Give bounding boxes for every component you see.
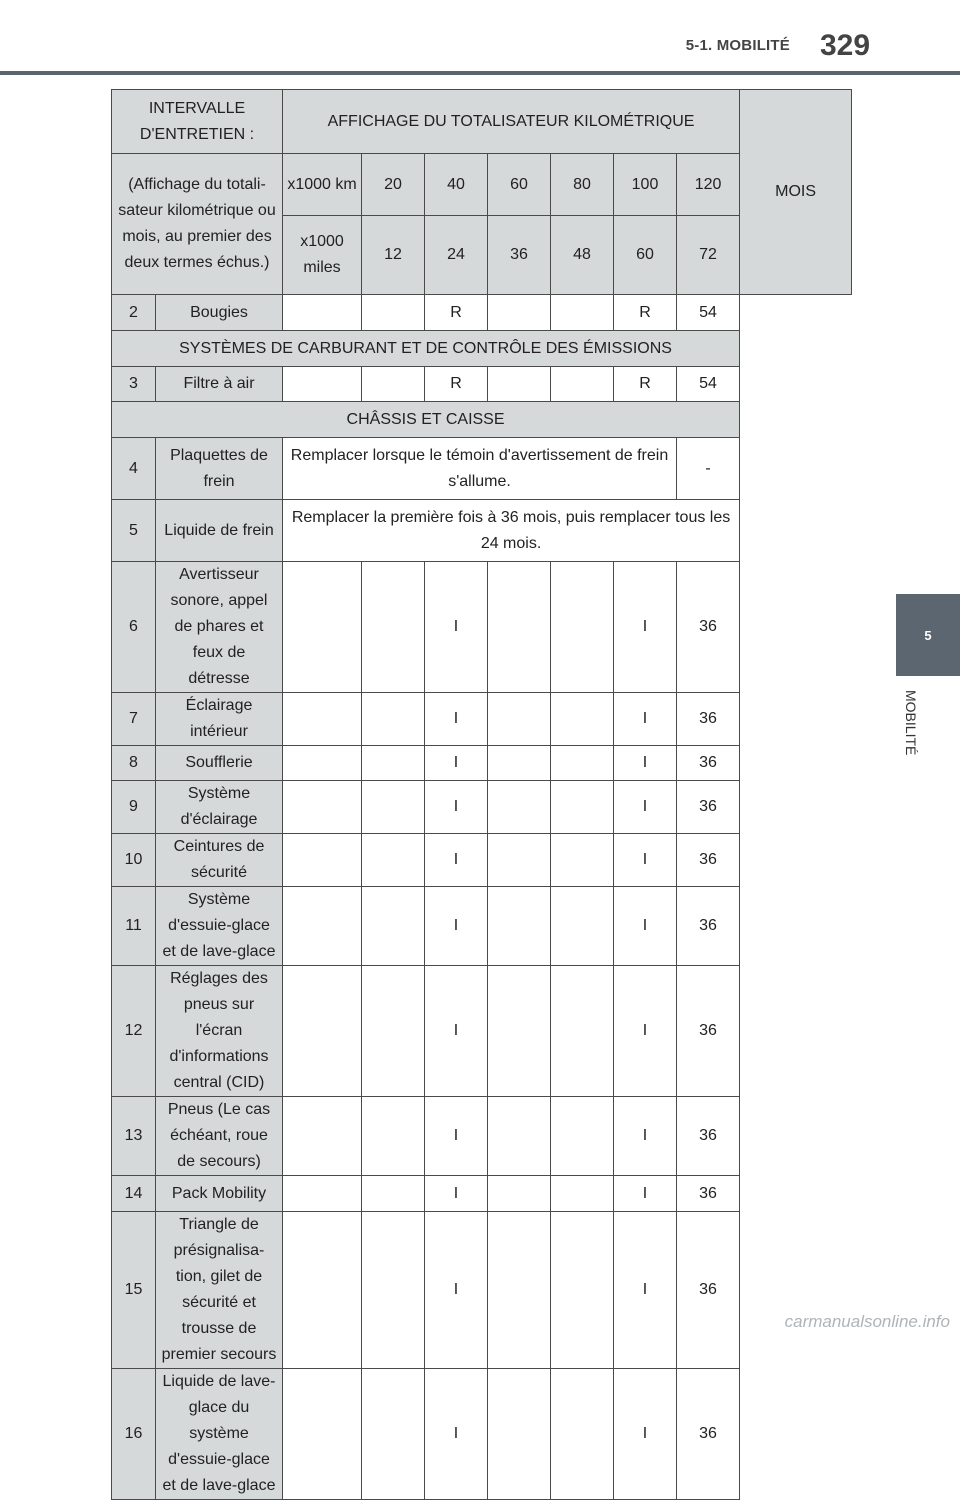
watermark-text: carmanualsonline.info	[784, 1312, 950, 1331]
row-cell: I	[614, 1212, 677, 1369]
row-cell	[551, 1369, 614, 1500]
row-cell	[551, 781, 614, 834]
row-cell	[362, 693, 425, 746]
row-item: Système d'éclairage	[156, 781, 283, 834]
row-item: Triangle de présignalisa-tion, gilet de sécurité et trousse de premier secours	[156, 1212, 283, 1369]
row-cell	[551, 562, 614, 693]
row-months: 36	[677, 1176, 740, 1212]
row-cell	[362, 1212, 425, 1369]
row-cell	[488, 1212, 551, 1369]
months-header: MOIS	[740, 90, 852, 295]
row-cell	[488, 834, 551, 887]
row-cell: I	[614, 887, 677, 966]
row-cell: I	[614, 781, 677, 834]
row-cell	[362, 1369, 425, 1500]
row-cell	[488, 693, 551, 746]
row-number: 12	[112, 966, 156, 1097]
row-cell	[362, 966, 425, 1097]
row-cell: I	[614, 562, 677, 693]
km-value: 80	[551, 154, 614, 216]
row-item: Système d'essuie-glace et de lave-glace	[156, 887, 283, 966]
miles-unit: x1000 miles	[283, 216, 362, 295]
row-cell	[488, 562, 551, 693]
row-number: 8	[112, 746, 156, 781]
row-months: 54	[677, 367, 740, 402]
row-cell: R	[425, 295, 488, 331]
row-months: -	[677, 438, 740, 500]
row-months: 36	[677, 781, 740, 834]
row-cell: I	[425, 781, 488, 834]
row-item: Plaquettes de frein	[156, 438, 283, 500]
row-cell	[283, 367, 362, 402]
row-cell	[283, 693, 362, 746]
row-cell: I	[425, 693, 488, 746]
row-cell	[362, 834, 425, 887]
row-item: Filtre à air	[156, 367, 283, 402]
row-cell: R	[614, 367, 677, 402]
row-cell	[488, 1097, 551, 1176]
row-cell: R	[425, 367, 488, 402]
row-months: 36	[677, 693, 740, 746]
row-number: 15	[112, 1212, 156, 1369]
row-cell	[362, 1097, 425, 1176]
miles-value: 24	[425, 216, 488, 295]
row-number: 10	[112, 834, 156, 887]
row-cell	[488, 746, 551, 781]
row-cell: I	[614, 966, 677, 1097]
row-number: 13	[112, 1097, 156, 1176]
miles-value: 36	[488, 216, 551, 295]
section-row-chassis: CHÂSSIS ET CAISSE	[112, 402, 740, 438]
row-cell	[283, 781, 362, 834]
row-number: 14	[112, 1176, 156, 1212]
row-months: 36	[677, 834, 740, 887]
row-cell: I	[425, 966, 488, 1097]
row-cell: I	[425, 746, 488, 781]
row-cell: I	[425, 1097, 488, 1176]
row-cell	[283, 746, 362, 781]
chapter-label: MOBILITÉ	[903, 690, 919, 756]
section-title: 5-1. MOBILITÉ	[685, 36, 790, 54]
row-cell: I	[425, 887, 488, 966]
km-value: 120	[677, 154, 740, 216]
row-note: Remplacer lorsque le témoin d'avertissement de frein s'allume.	[283, 438, 677, 500]
header-rule	[0, 71, 960, 75]
row-cell	[283, 966, 362, 1097]
row-note: Remplacer la première fois à 36 mois, puis remplacer tous les 24 mois.	[283, 500, 740, 562]
miles-value: 48	[551, 216, 614, 295]
row-cell: I	[425, 562, 488, 693]
row-cell	[551, 966, 614, 1097]
row-cell	[551, 887, 614, 966]
row-cell	[488, 887, 551, 966]
row-cell	[488, 1369, 551, 1500]
row-months: 36	[677, 966, 740, 1097]
row-cell	[283, 1097, 362, 1176]
row-cell	[551, 1097, 614, 1176]
row-cell: I	[614, 746, 677, 781]
section-row-fuel: SYSTÈMES DE CARBURANT ET DE CONTRÔLE DES ÉMISSIONS	[112, 331, 740, 367]
row-cell	[362, 887, 425, 966]
row-number: 16	[112, 1369, 156, 1500]
row-cell: I	[614, 834, 677, 887]
miles-value: 72	[677, 216, 740, 295]
row-number: 2	[112, 295, 156, 331]
km-value: 60	[488, 154, 551, 216]
row-item: Pack Mobility	[156, 1176, 283, 1212]
row-months: 36	[677, 746, 740, 781]
row-cell	[283, 1369, 362, 1500]
row-cell	[488, 966, 551, 1097]
row-months: 36	[677, 562, 740, 693]
row-cell	[551, 693, 614, 746]
row-cell	[551, 1212, 614, 1369]
row-item: Liquide de lave-glace du système d'essuie-glace et de lave-glace	[156, 1369, 283, 1500]
row-item: Pneus (Le cas échéant, roue de secours)	[156, 1097, 283, 1176]
row-cell	[362, 295, 425, 331]
row-cell: I	[614, 1176, 677, 1212]
km-value: 20	[362, 154, 425, 216]
row-cell	[551, 834, 614, 887]
row-months: 54	[677, 295, 740, 331]
maintenance-table	[111, 89, 852, 1500]
row-months: 36	[677, 887, 740, 966]
row-item: Bougies	[156, 295, 283, 331]
row-cell	[362, 781, 425, 834]
row-cell	[488, 367, 551, 402]
row-cell	[362, 562, 425, 693]
km-value: 40	[425, 154, 488, 216]
chapter-tab[interactable]: 5	[896, 594, 960, 676]
row-months: 36	[677, 1097, 740, 1176]
row-item: Liquide de frein	[156, 500, 283, 562]
row-cell: I	[425, 1369, 488, 1500]
row-cell	[283, 1176, 362, 1212]
row-months: 36	[677, 1369, 740, 1500]
row-cell: I	[614, 1097, 677, 1176]
interval-note: (Affichage du totali-sateur kilométrique ou mois, au premier des deux termes échus.)	[112, 154, 283, 295]
row-item: Éclairage intérieur	[156, 693, 283, 746]
interval-header: INTERVALLE D'ENTRETIEN :	[112, 90, 283, 154]
row-cell: I	[425, 834, 488, 887]
row-cell: I	[425, 1176, 488, 1212]
page-number: 329	[819, 29, 871, 62]
row-cell: I	[425, 1212, 488, 1369]
row-cell	[362, 746, 425, 781]
row-cell	[283, 834, 362, 887]
row-cell	[551, 746, 614, 781]
odometer-header: AFFICHAGE DU TOTALISATEUR KILOMÉTRIQUE	[283, 90, 740, 154]
row-cell	[551, 367, 614, 402]
row-cell: R	[614, 295, 677, 331]
row-cell	[551, 1176, 614, 1212]
row-cell	[283, 1212, 362, 1369]
row-item: Soufflerie	[156, 746, 283, 781]
row-cell	[362, 1176, 425, 1212]
miles-value: 60	[614, 216, 677, 295]
row-cell	[488, 295, 551, 331]
row-item: Réglages des pneus sur l'écran d'informations central (CID)	[156, 966, 283, 1097]
row-cell	[551, 295, 614, 331]
row-number: 6	[112, 562, 156, 693]
row-number: 11	[112, 887, 156, 966]
km-value: 100	[614, 154, 677, 216]
row-number: 7	[112, 693, 156, 746]
row-item: Avertisseur sonore, appel de phares et feux de détresse	[156, 562, 283, 693]
row-cell	[283, 562, 362, 693]
row-cell	[283, 887, 362, 966]
row-cell: I	[614, 693, 677, 746]
row-cell	[488, 1176, 551, 1212]
row-number: 5	[112, 500, 156, 562]
row-number: 9	[112, 781, 156, 834]
row-cell: I	[614, 1369, 677, 1500]
row-item: Ceintures de sécurité	[156, 834, 283, 887]
row-number: 3	[112, 367, 156, 402]
row-number: 4	[112, 438, 156, 500]
row-cell	[488, 781, 551, 834]
miles-value: 12	[362, 216, 425, 295]
row-cell	[283, 295, 362, 331]
row-cell	[362, 367, 425, 402]
row-months: 36	[677, 1212, 740, 1369]
km-unit: x1000 km	[283, 154, 362, 216]
